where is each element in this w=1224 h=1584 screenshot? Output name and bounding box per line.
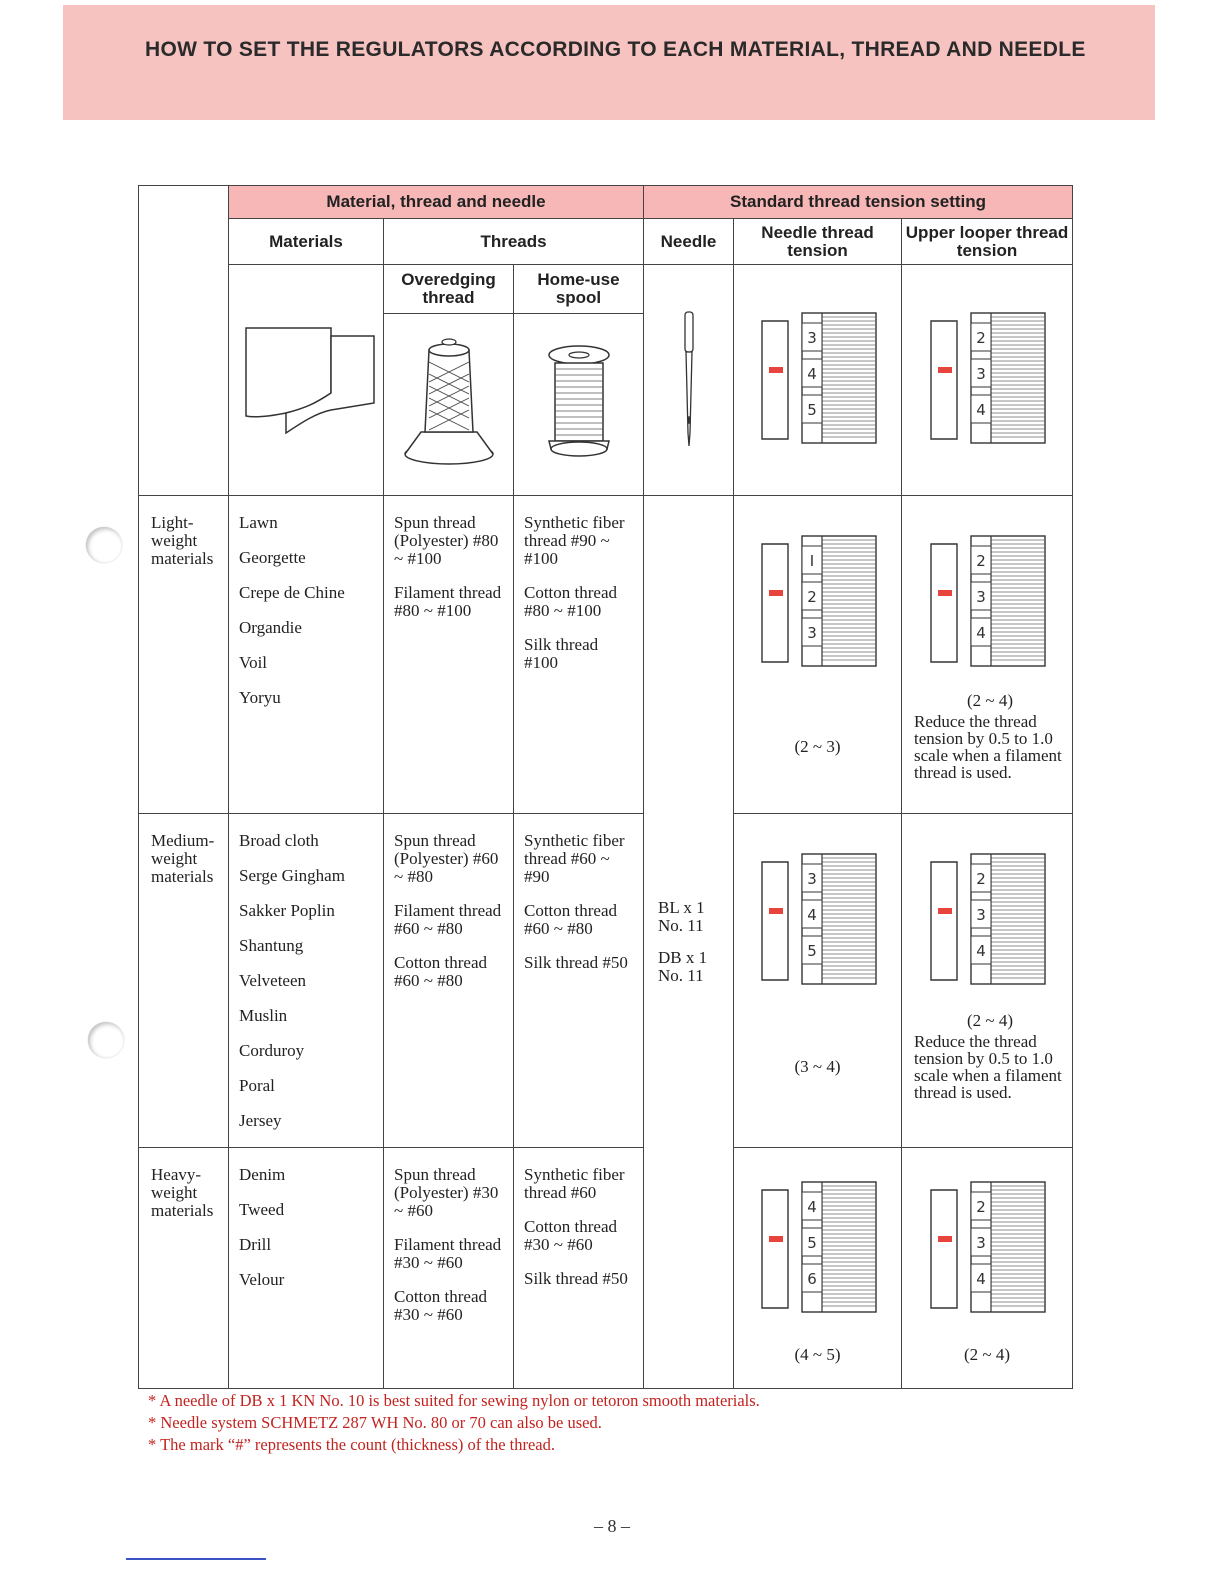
dial-number: 3 [976,1234,986,1252]
tension-dial-icon [758,311,878,445]
row-label-light: Light-weight materials [139,496,229,814]
row-label-heavy: Heavy-weight materials [139,1148,229,1389]
thread-entry: Synthetic fiber thread #60 ~ #90 [524,831,625,886]
page-title: HOW TO SET THE REGULATORS ACCORDING TO EACH MATERIAL, THREAD AND NEEDLE [145,38,1086,61]
thread-cone-icon [399,332,499,472]
footnote: * A needle of DB x 1 KN No. 10 is best suited for sewing nylon or tetoron smooth materials. [148,1391,760,1410]
dial-number: 2 [806,588,817,606]
looper-tension-medium [902,814,1073,1148]
looper-range-heavy: (2 ~ 4) [964,1345,1011,1364]
thread-spool-icon [539,337,619,467]
material-item: Sakker Poplin [239,901,335,920]
needle-range-light: (2 ~ 3) [794,737,841,756]
index-mark [769,908,783,914]
material-item: Muslin [239,1006,288,1025]
dial-number: I [809,552,814,570]
header-home-use-spool: Home-use spool [514,265,644,313]
material-item: Voil [239,653,268,672]
material-item: Broad cloth [239,831,319,850]
dial-number: 2 [976,1198,986,1216]
title-banner [63,5,1155,120]
material-item: Serge Gingham [239,866,345,885]
footnotes [148,1390,1048,1456]
thread-entry: Silk thread #100 [524,635,599,672]
overedging-light [384,496,514,814]
materials-light [229,496,384,814]
dial-number: 3 [806,624,817,642]
cone-illustration-cell [384,313,514,495]
footnote: * The mark “#” represents the count (thickness) of the thread. [148,1435,556,1454]
materials-heavy [229,1148,384,1389]
dial-number: 3 [976,588,986,606]
tension-dial-icon [758,1180,878,1314]
header-materials: Materials [229,219,384,265]
dial-number: 5 [806,1234,817,1252]
row-label-medium: Medium-weight materials [139,814,229,1148]
thread-entry: Silk thread #50 [524,953,628,972]
looper-dial-illustration [902,265,1073,496]
looper-range-light: (2 ~ 4) [967,691,1014,710]
needle-type-item: BL x 1 No. 11 [658,898,705,935]
dial-number: 5 [806,401,817,419]
thread-entry: Cotton thread #60 ~ #80 [524,901,618,938]
thread-entry: Synthetic fiber thread #60 [524,1165,625,1202]
fabric-illustration-cell [229,265,384,496]
index-mark [938,367,952,373]
looper-note-light: Reduce the thread tension by 0.5 to 1.0 scale when a filament thread is used. [914,712,1062,782]
material-item: Velour [239,1270,285,1289]
material-item: Jersey [239,1111,282,1130]
header-needle-thread-tension: Needle thread tension [734,219,902,265]
dial-number: 4 [806,365,817,383]
material-item: Drill [239,1235,272,1254]
dial-number: 3 [806,329,817,347]
thread-entry: Spun thread (Polyester) #60 ~ #80 [394,831,499,886]
tension-dial-icon [927,852,1047,986]
tension-dial-icon [927,1180,1047,1314]
sewing-needle-icon [679,308,699,448]
material-item: Organdie [239,618,302,637]
index-mark [938,1236,952,1242]
overedging-medium [384,814,514,1148]
binder-hole-bottom [88,1022,124,1058]
header-overedging-thread: Overedging thread [384,265,514,313]
edge-mark [126,1558,266,1560]
header-upper-looper-tension: Upper looper thread tension [902,219,1073,265]
material-item: Velveteen [239,971,307,990]
material-item: Corduroy [239,1041,305,1060]
dial-number: 4 [806,1198,817,1216]
thread-entry: Filament thread #80 ~ #100 [394,583,502,620]
needle-type-cell [644,496,734,1389]
needle-tension-light [734,496,902,814]
overedging-heavy [384,1148,514,1389]
dial-number: 2 [976,870,986,888]
needle-illustration-cell [644,265,734,496]
looper-tension-light [902,496,1073,814]
thread-entry: Cotton thread #80 ~ #100 [524,583,618,620]
tension-dial-icon [927,311,1047,445]
dial-number: 4 [976,624,986,642]
home-use-light [514,496,644,814]
materials-medium [229,814,384,1148]
thread-entry: Cotton thread #30 ~ #60 [524,1217,618,1254]
material-item: Tweed [239,1200,285,1219]
header-needle: Needle [644,219,734,265]
needle-type-item: DB x 1 No. 11 [658,948,708,985]
index-mark [769,590,783,596]
thread-entry: Silk thread #50 [524,1269,628,1288]
dial-number: 3 [976,365,986,383]
dial-number: 3 [806,870,817,888]
thread-entry: Filament thread #60 ~ #80 [394,901,502,938]
needle-range-medium: (3 ~ 4) [794,1057,841,1076]
thread-entry: Spun thread (Polyester) #30 ~ #60 [394,1165,499,1220]
index-mark [938,908,952,914]
header-standard-tension: Standard thread tension setting [644,186,1073,219]
tension-dial-icon [927,534,1047,668]
thread-entry: Spun thread (Polyester) #80 ~ #100 [394,513,499,568]
tension-dial-icon [758,534,878,668]
regulator-chart [138,185,1073,1389]
material-item: Yoryu [239,688,281,707]
index-mark [938,590,952,596]
looper-range-medium: (2 ~ 4) [967,1011,1014,1030]
needle-tension-heavy [734,1148,902,1389]
dial-number: 2 [976,552,986,570]
home-use-medium [514,814,644,1148]
thread-entry: Cotton thread #60 ~ #80 [394,953,488,990]
material-item: Shantung [239,936,304,955]
spool-illustration-cell [514,313,644,495]
dial-number: 4 [976,942,986,960]
fabric-icon [236,318,376,438]
needle-tension-medium [734,814,902,1148]
index-mark [769,1236,783,1242]
dial-number: 6 [806,1270,817,1288]
material-item: Lawn [239,513,278,532]
dial-number: 4 [806,906,817,924]
dial-number: 2 [976,329,986,347]
header-threads: Threads [384,219,644,265]
looper-note-medium: Reduce the thread tension by 0.5 to 1.0 scale when a filament thread is used. [914,1032,1062,1102]
looper-tension-heavy [902,1148,1073,1389]
thread-entry: Cotton thread #30 ~ #60 [394,1287,488,1324]
page-number: – 8 – [594,1516,630,1536]
thread-entry: Filament thread #30 ~ #60 [394,1235,502,1272]
material-item: Crepe de Chine [239,583,345,602]
tension-dial-icon [758,852,878,986]
needle-dial-illustration [734,265,902,496]
index-mark [769,367,783,373]
dial-number: 5 [806,942,817,960]
footnote: * Needle system SCHMETZ 287 WH No. 80 or 70 can also be used. [148,1413,602,1432]
header-material-thread-needle: Material, thread and needle [229,186,644,219]
dial-number: 4 [976,1270,986,1288]
dial-number: 3 [976,906,986,924]
binder-hole-top [86,527,122,563]
needle-range-heavy: (4 ~ 5) [794,1345,841,1364]
corner-cell [139,186,229,496]
home-use-heavy [514,1148,644,1389]
material-item: Poral [239,1076,275,1095]
thread-illustration-cell [384,265,644,496]
thread-entry: Synthetic fiber thread #90 ~ #100 [524,513,625,568]
material-item: Denim [239,1165,286,1184]
dial-number: 4 [976,401,986,419]
material-item: Georgette [239,548,306,567]
